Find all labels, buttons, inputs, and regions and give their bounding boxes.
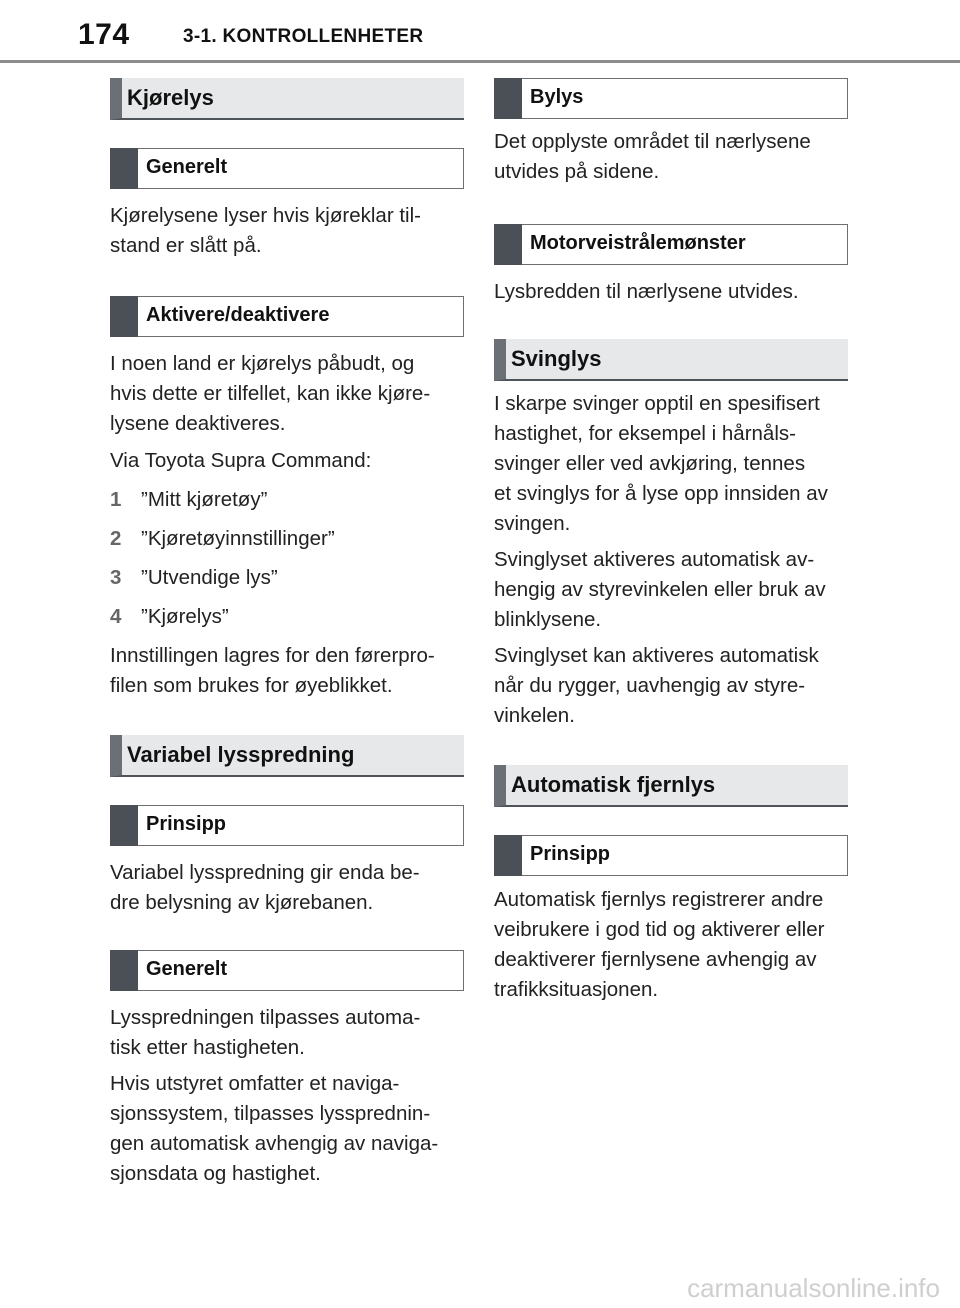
left-column xyxy=(110,78,464,1189)
paragraph-svinglys-1: I skarpe svinger opptil en spesifisert hastighet, for eksempel i hårnåls- svinger eller ved avkjøring, tennes et svinglys for å lyse opp innsiden av svingen. xyxy=(494,392,828,535)
paragraph-via-command: Via Toyota Supra Command: xyxy=(110,449,372,472)
section-heading-svinglys: Svinglys xyxy=(494,339,848,381)
right-column xyxy=(494,78,848,1005)
paragraph-navigasjon: Hvis utstyret omfatter et naviga- sjonssystem, tilpasses lyssprednin- gen automatisk avhengig av naviga- sjonsdata og hastighet. xyxy=(110,1072,439,1185)
paragraph-motorvei: Lysbredden til nærlysene utvides. xyxy=(494,280,799,303)
subheading-prinsipp: Prinsipp xyxy=(110,805,464,846)
header-divider xyxy=(0,60,960,63)
section-heading-kjorelys: Kjørelys xyxy=(110,78,464,120)
paragraph-variabel-prinsipp: Variabel lysspredning gir enda be- dre belysning av kjørebanen. xyxy=(110,861,420,914)
paragraph-svinglys-3: Svinglyset kan aktiveres automatisk når du rygger, uavhengig av styre- vinkelen. xyxy=(494,644,819,727)
step-item: 1 ”Mitt kjøretøy” xyxy=(110,488,268,511)
subheading-prinsipp-fjernlys: Prinsipp xyxy=(494,835,848,876)
paragraph-bylys: Det opplyste området til nærlysene utvides på sidene. xyxy=(494,130,811,183)
page-header xyxy=(0,0,960,64)
chapter-title: 3-1. KONTROLLENHETER xyxy=(183,26,424,47)
subheading-generelt-variabel: Generelt xyxy=(110,950,464,991)
section-heading-variabel-lysspredning: Variabel lysspredning xyxy=(110,735,464,777)
step-item: 3 ”Utvendige lys” xyxy=(110,566,278,589)
paragraph-fjernlys: Automatisk fjernlys registrerer andre veibrukere i god tid og aktiverer eller deaktiverer fjernlysene avhengig av trafikksituasjonen. xyxy=(494,888,825,1001)
subheading-motorveistralemonster: Motorveistrålemønster xyxy=(494,224,848,265)
watermark: carmanualsonline.info xyxy=(687,1273,940,1303)
paragraph-variabel-generelt: Lysspredningen tilpasses automa- tisk etter hastigheten. xyxy=(110,1006,421,1059)
page-number: 174 xyxy=(78,18,130,51)
paragraph-aktivere: I noen land er kjørelys påbudt, og hvis dette er tilfellet, kan ikke kjøre- lysene deaktiveres. xyxy=(110,352,431,435)
paragraph-kjorelys-generelt: Kjørelysene lyser hvis kjøreklar til- stand er slått på. xyxy=(110,204,421,257)
subheading-bylys: Bylys xyxy=(494,78,848,119)
step-item: 4 ”Kjørelys” xyxy=(110,605,229,628)
paragraph-svinglys-2: Svinglyset aktiveres automatisk av- hengig av styrevinkelen eller bruk av blinklysene. xyxy=(494,548,826,631)
step-item: 2 ”Kjøretøyinnstillinger” xyxy=(110,527,335,550)
subheading-generelt: Generelt xyxy=(110,148,464,189)
subheading-aktivere-deaktivere: Aktivere/deaktivere xyxy=(110,296,464,337)
paragraph-innstilling-lagres: Innstillingen lagres for den førerpro- filen som brukes for øyeblikket. xyxy=(110,644,435,697)
section-heading-automatisk-fjernlys: Automatisk fjernlys xyxy=(494,765,848,807)
